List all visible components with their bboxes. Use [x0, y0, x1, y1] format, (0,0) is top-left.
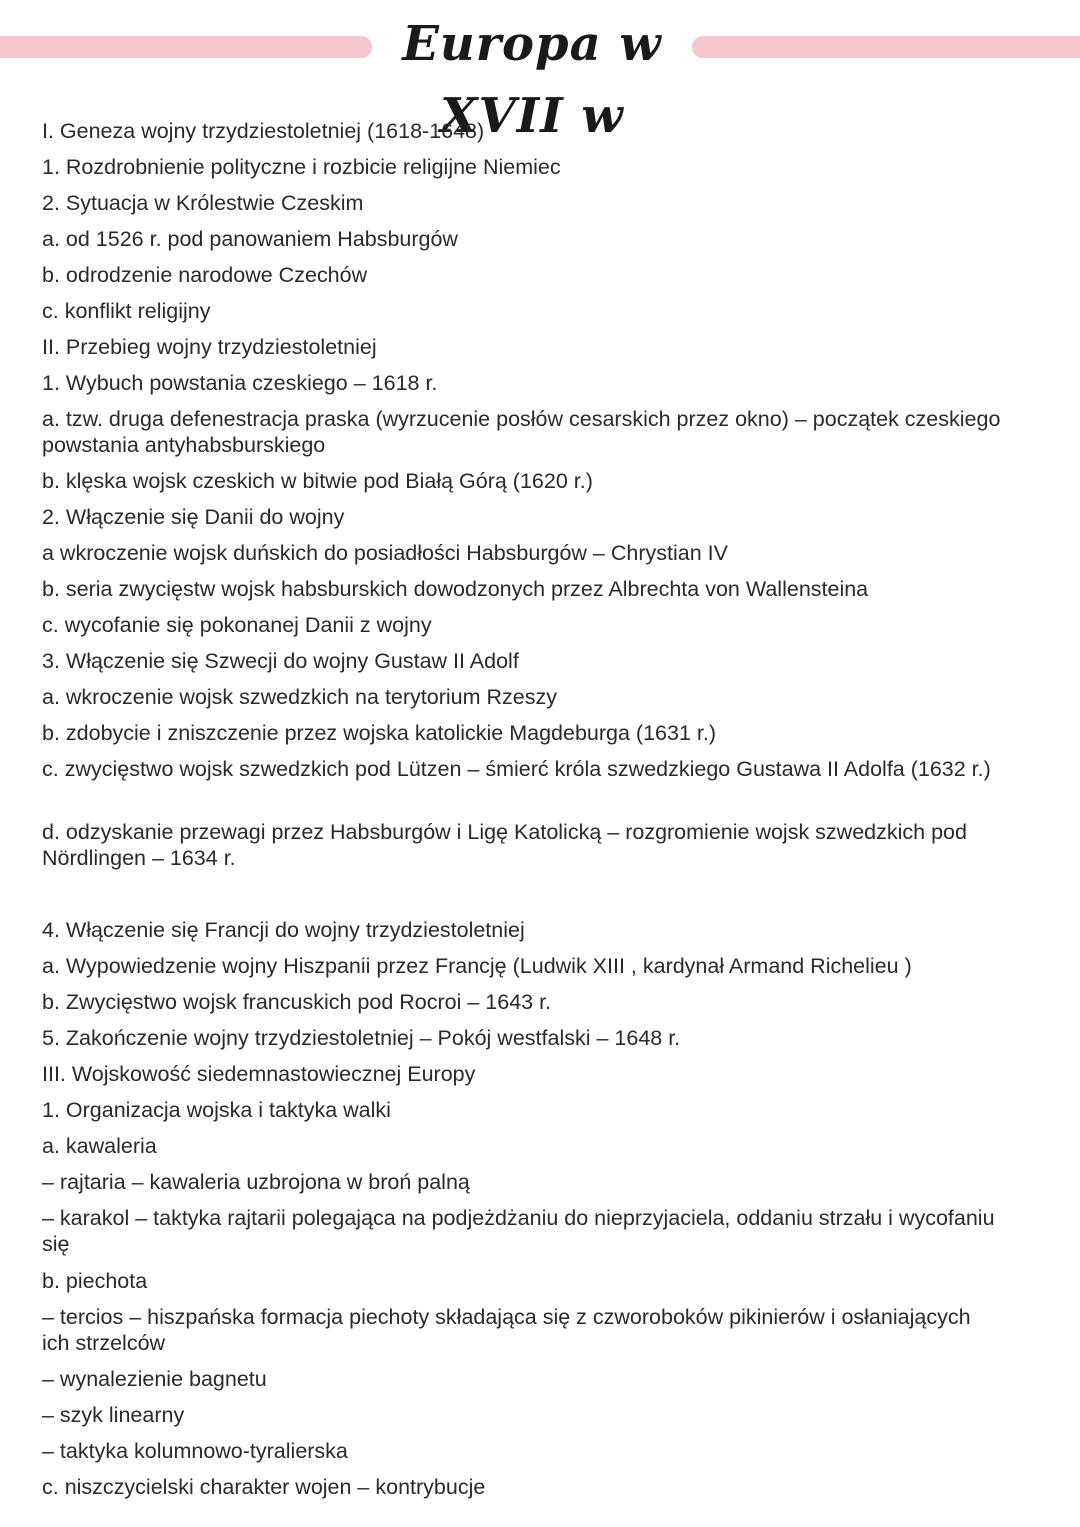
list-item: b. zdobycie i zniszczenie przez wojska katolickie Magdeburga (1631 r.): [42, 721, 716, 745]
list-item: 5. Zakończenie wojny trzydziestoletniej – Pokój westfalski – 1648 r.: [42, 1026, 681, 1050]
list-item: c. zwycięstwo wojsk szwedzkich pod Lützen – śmierć króla szwedzkiego Gustawa II Adolfa (1632 r.): [42, 757, 991, 781]
list-item: – tercios – hiszpańska formacja piechoty składająca się z czworoboków pikinierów i osłaniających ich strzelców: [42, 1305, 971, 1355]
heading-section-1: I. Geneza wojny trzydziestoletniej (1618-1648): [42, 119, 485, 143]
list-item: 1. Wybuch powstania czeskiego – 1618 r.: [42, 371, 438, 395]
list-item: 2. Sytuacja w Królestwie Czeskim: [42, 191, 364, 215]
list-item: a. od 1526 r. pod panowaniem Habsburgów: [42, 227, 458, 251]
list-item: b. Zwycięstwo wojsk francuskich pod Rocroi – 1643 r.: [42, 990, 552, 1014]
list-item: 2. Włączenie się Danii do wojny: [42, 505, 345, 529]
list-item: – taktyka kolumnowo-tyralierska: [42, 1439, 348, 1463]
list-item: b. klęska wojsk czeskich w bitwie pod Białą Górą (1620 r.): [42, 469, 593, 493]
list-item: – rajtaria – kawaleria uzbrojona w broń palną: [42, 1170, 470, 1194]
decorative-band-right: [692, 36, 1080, 58]
list-item: 3. Włączenie się Szwecji do wojny Gustaw II Adolf: [42, 649, 519, 673]
list-item: c. konflikt religijny: [42, 299, 211, 323]
decorative-band-left: [0, 36, 372, 58]
list-item: – karakol – taktyka rajtarii polegająca na podjeżdżaniu do nieprzyjaciela, oddaniu strzału i wycofaniu się: [42, 1206, 995, 1256]
list-item: b. odrodzenie narodowe Czechów: [42, 263, 368, 287]
list-item: a. tzw. druga defenestracja praska (wyrzucenie posłów cesarskich przez okno) – początek czeskiego powstania antyhabsburskiego: [42, 407, 1001, 457]
list-item: a. kawaleria: [42, 1134, 157, 1158]
list-item: 1. Organizacja wojska i taktyka walki: [42, 1098, 391, 1122]
list-item: – szyk linearny: [42, 1403, 185, 1427]
list-item: 1. Rozdrobnienie polityczne i rozbicie religijne Niemiec: [42, 155, 561, 179]
list-item: b. piechota: [42, 1269, 148, 1293]
page-title: Europa w XVII w: [402, 16, 662, 144]
list-item: a wkroczenie wojsk duńskich do posiadłości Habsburgów – Chrystian IV: [42, 541, 728, 565]
list-item: c. wycofanie się pokonanej Danii z wojny: [42, 613, 432, 637]
list-item: 4. Włączenie się Francji do wojny trzydziestoletniej: [42, 918, 525, 942]
list-item: c. niszczycielski charakter wojen – kontrybucje: [42, 1475, 486, 1499]
list-item: d. odzyskanie przewagi przez Habsburgów i Ligę Katolicką – rozgromienie wojsk szwedzkich pod Nördlingen – 1634 r.: [42, 820, 967, 870]
list-item: a. wkroczenie wojsk szwedzkich na terytorium Rzeszy: [42, 685, 557, 709]
list-item: a. Wypowiedzenie wojny Hiszpanii przez Francję (Ludwik XIII , kardynał Armand Richelieu ): [42, 954, 912, 978]
list-item: – wynalezienie bagnetu: [42, 1367, 267, 1391]
heading-section-2: II. Przebieg wojny trzydziestoletniej: [42, 335, 377, 359]
list-item: b. seria zwycięstw wojsk habsburskich dowodzonych przez Albrechta von Wallensteina: [42, 577, 869, 601]
heading-section-3: III. Wojskowość siedemnastowiecznej Europy: [42, 1062, 476, 1086]
